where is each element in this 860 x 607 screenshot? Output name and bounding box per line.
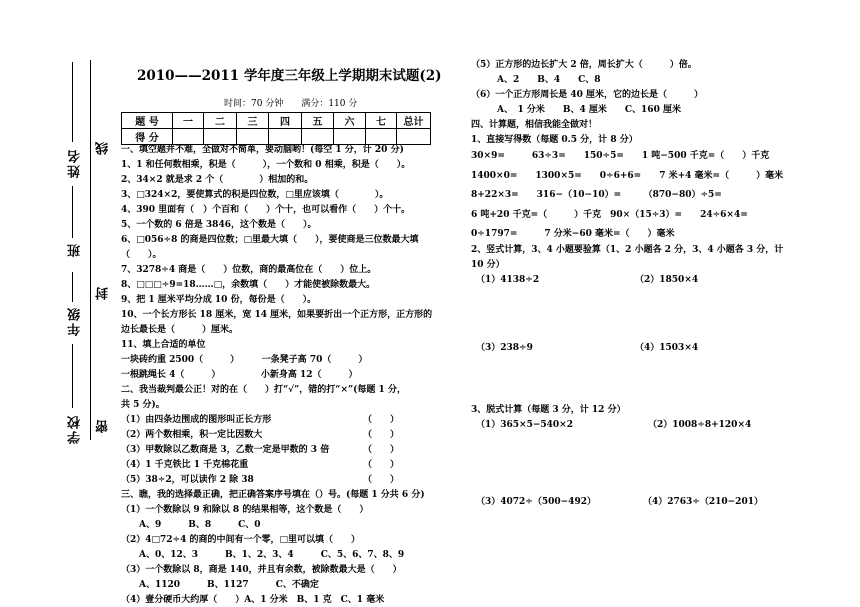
question-line: 5、一个数的 6 倍是 3846，这个数是（ ）。 [121, 220, 317, 230]
score-cell: 五 [302, 113, 334, 129]
calc-row: 6 吨+20 千克=（ ）千克 90×（15÷3）= 24÷6×4= [471, 209, 748, 220]
mental-calc-block [471, 147, 783, 245]
judge-paren[interactable]: （ ） [363, 430, 400, 440]
judge-item: （2）两个数相乘，积一定比因数大 [121, 430, 263, 440]
right-column-top [471, 58, 703, 148]
question-line: 一块砖约重 2500（ ） 一条凳子高 70（ ） [121, 355, 368, 365]
step-calc-item: （4）2763÷（210−201） [643, 497, 763, 507]
vertical-calc-item: （2）1850×4 [635, 275, 699, 285]
exam-subtitle: 时间：70 分钟 满分：110 分 [224, 99, 358, 109]
section4-heading: 四、计算题，相信我能全做对！ [471, 120, 598, 130]
vertical-calc-item: （3）238÷9 [476, 343, 533, 353]
step-calc-item: （3）4072÷（500−492） [476, 497, 596, 507]
score-cell: 一 [173, 113, 204, 129]
score-cell: 题 号 [122, 113, 173, 129]
judge-item: （1）由四条边围成的图形叫正长方形 [121, 415, 272, 425]
choice-question: （4）壹分硬币大约厚（ ）A、1 分米 B、1 克 C、1 毫米 [121, 595, 385, 605]
score-cell: 三 [237, 113, 269, 129]
question-line: （ ）。 [121, 250, 162, 260]
section2-heading: 二、我当裁判最公正！对的在（ ）打“√”，错的打“×”(每题 1 分， [121, 385, 406, 395]
calc-row: 8+22×3= 316−（10−10）= （870−80）÷5= [471, 190, 722, 200]
step-calc-item: （2）1008÷8+120×4 [648, 420, 752, 430]
class-label: 班 [68, 242, 83, 257]
question-line: 4、390 里面有（ ）个百和（ ）个十，也可以看作（ ）个十。 [121, 205, 411, 215]
score-row-label: 得 分 [122, 129, 173, 145]
score-cell: 七 [366, 113, 397, 129]
subsection-heading: 1、直接写得数（每题 0.5 分，计 8 分） [471, 135, 638, 145]
question-line: 6、□056÷8 的商是四位数；□里最大填（ ），要使商是三位数最大填 [121, 235, 419, 245]
question-line: 11、填上合适的单位 [121, 340, 206, 350]
choice-question: （6）一个正方形周长是 40 厘米，它的边长是（ ） [471, 90, 704, 100]
secret-label: 密 [96, 418, 111, 433]
judge-item: （5）38÷2，可以读作 2 除 38 [121, 475, 254, 485]
score-cell: 四 [269, 113, 302, 129]
subsection-heading: 2、竖式计算，3、4 小题要验算（1、2 小题各 2 分，3、4 小题各 3 分，计 [471, 245, 784, 255]
exam-title: 2010——2011 学年度三年级上学期期末试题(2) [137, 68, 442, 84]
class-blank [72, 186, 73, 238]
seal-label: 封 [96, 285, 111, 300]
binding-line [90, 60, 91, 440]
question-line: 10、一个长方形长 18 厘米，宽 14 厘米，如果要折出一个正方形，正方形的 [121, 310, 433, 320]
left-column [121, 143, 432, 607]
score-cell: 总计 [397, 113, 431, 129]
judge-item: （4）1 千克铁比 1 千克棉花重 [121, 460, 249, 470]
score-table [121, 112, 431, 145]
choice-options: A、9 B、8 C、0 [121, 520, 261, 530]
question-line: 边长最长是（ ）厘米。 [121, 325, 239, 335]
judge-paren[interactable]: （ ） [363, 415, 400, 425]
choice-question: （3）一个数除以 8，商是 140，并且有余数，被除数最大是（ ） [121, 565, 402, 575]
score-cell: 六 [334, 113, 366, 129]
question-line: 7、3278÷4 商是（ ）位数，商的最高位在（ ）位上。 [121, 265, 377, 275]
choice-options: A、0、12、3 B、1、2、3、4 C、5、6、7、8、9 [121, 550, 405, 560]
choice-options: A、2 B、4 C、8 [497, 75, 601, 85]
question-line: 9、把 1 厘米平均分成 10 份，每份是（ ）。 [121, 295, 317, 305]
section1-heading: 一、填空题并不难，全做对不简单，要动脑哟！(每空 1 分，计 20 分) [121, 145, 404, 155]
score-cell: 二 [204, 113, 237, 129]
section3-heading: 三、瞧，我的选择最正确，把正确答案序号填在（）号。(每题 1 分共 6 分) [121, 490, 425, 500]
subsection-heading-cont: 10 分） [471, 260, 505, 270]
grade-label: 年级 [68, 306, 83, 336]
judge-paren[interactable]: （ ） [363, 445, 400, 455]
choice-question: （2）4□72÷4 的商的中间有一个零，□里可以填（ ） [121, 535, 360, 545]
judge-item: （3）甲数除以乙数商是 3，乙数一定是甲数的 3 倍 [121, 445, 330, 455]
choice-options: A、1120 B、1127 C、不确定 [121, 580, 319, 590]
school-label: 学校 [68, 414, 83, 444]
vertical-calc-heading-block [471, 243, 783, 273]
vertical-calc-item: （4）1503×4 [635, 343, 699, 353]
vertical-calc-item: （1）4138÷2 [476, 275, 540, 285]
choice-question: （1）一个数除以 9 和除以 8 的结果相等，这个数是（ ） [121, 505, 369, 515]
school-blank [72, 344, 73, 408]
binding-line-label: 线 [96, 140, 111, 155]
calc-row: 1400×0= 1300×5= 0÷6+6= 7 米+4 毫米=（ ）毫米 [471, 170, 784, 181]
name-blank [72, 62, 73, 142]
section2-heading-cont: 共 5 分)。 [121, 400, 165, 410]
question-line: 1、1 和任何数相乘，积是（ ），一个数和 0 相乘，积是（ ）。 [121, 160, 411, 170]
score-table-header-row [122, 113, 431, 129]
question-line: 2、34×2 就是求 2 个（ ）相加的和。 [121, 175, 314, 185]
calc-row: 30×9= 63÷3= 150÷5= 1 吨−500 千克=（ ）千克 [471, 151, 770, 161]
step-calc-item: （1）365×5−540×2 [476, 420, 573, 430]
name-label: 姓名 [68, 148, 83, 178]
question-line: 8、□□□÷9=18……□，余数填（ ）才能使被除数最大。 [121, 280, 376, 290]
grade-blank [72, 272, 73, 302]
judge-paren[interactable]: （ ） [363, 475, 400, 485]
choice-options: A、 1 分米 B、4 厘米 C、160 厘米 [497, 105, 681, 115]
choice-question: （5）正方形的边长扩大 2 倍，周长扩大（ ）倍。 [471, 60, 697, 70]
calc-row: 0÷1797= 7 分米−60 毫米=（ ）毫米 [471, 229, 675, 239]
judge-paren[interactable]: （ ） [363, 460, 400, 470]
subsection-heading: 3、脱式计算（每题 3 分，计 12 分） [471, 405, 626, 415]
question-line: 一根跳绳长 4（ ） 小新身高 12（ ） [121, 370, 358, 380]
question-line: 3、□324×2，要使算式的积是四位数，□里应该填（ ）。 [121, 190, 389, 200]
